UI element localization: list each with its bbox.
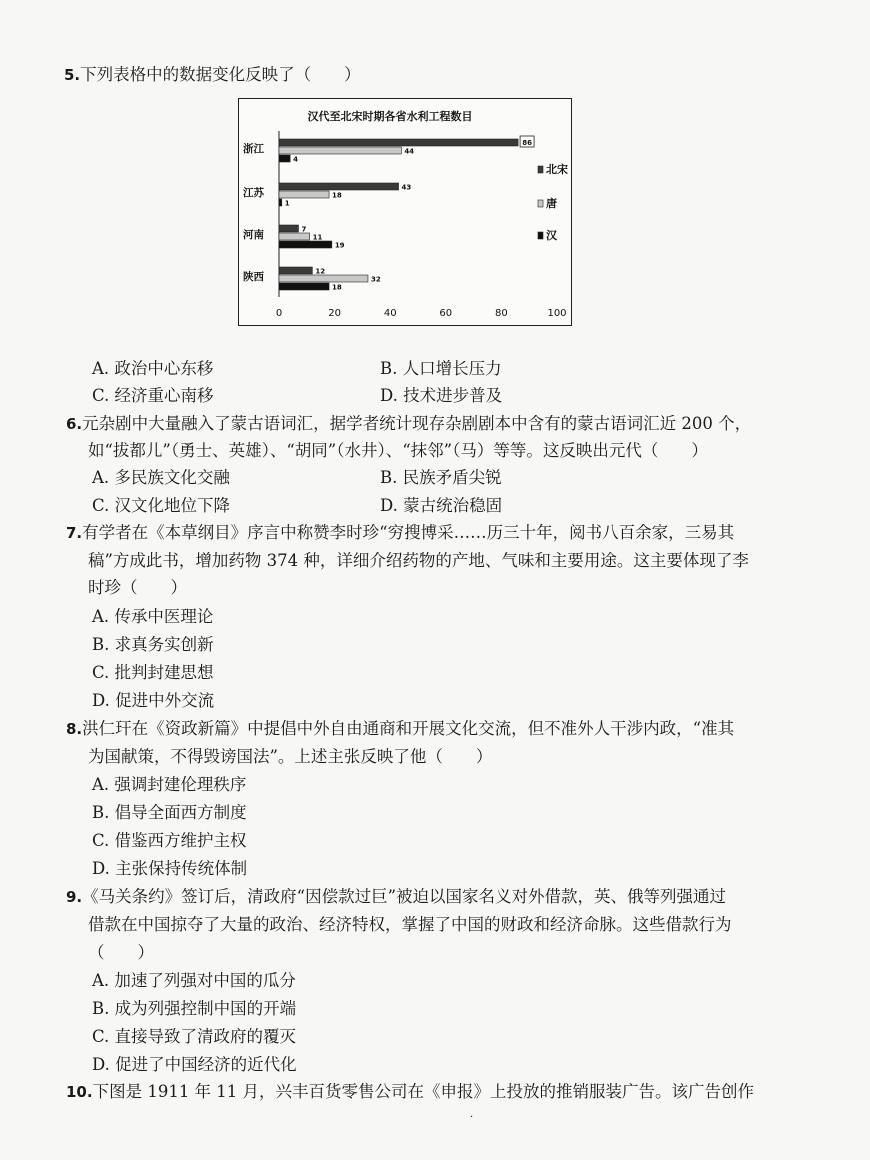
- option-b[interactable]: B. 民族矛盾尖锐: [380, 468, 502, 487]
- question-5-stem: [64, 64, 361, 86]
- question-9-stem: [66, 886, 726, 908]
- legend-swatch-北宋: [538, 166, 543, 173]
- option-c[interactable]: C. 批判封建思想: [92, 663, 214, 682]
- question-number: 7.: [66, 524, 83, 542]
- bar-唐: [279, 147, 401, 154]
- data-label: 11: [312, 233, 323, 242]
- x-tick-label: 40: [383, 308, 397, 319]
- option-a[interactable]: A. 政治中心东移: [92, 359, 214, 378]
- option-d[interactable]: D. 促进了中国经济的近代化: [92, 1055, 297, 1074]
- stem-text: 洪仁玕在《资政新篇》中提倡中外自由通商和开展文化交流，但不准外人干涉内政，“准其: [82, 719, 735, 738]
- data-label: 7: [301, 225, 307, 234]
- x-tick-label: 60: [439, 308, 453, 319]
- question-6-stem: [66, 413, 751, 435]
- option-d[interactable]: D. 促进中外交流: [92, 691, 215, 710]
- stem-text: 元杂剧中大量融入了蒙古语词汇，据学者统计现存杂剧剧本中含有的蒙古语词汇近 200 个，: [82, 414, 752, 433]
- data-label: 44: [404, 147, 415, 156]
- question-number: 8.: [66, 720, 83, 738]
- x-tick-label: 100: [547, 308, 567, 319]
- option-c[interactable]: C. 直接导致了清政府的覆灭: [92, 1027, 297, 1046]
- option-d[interactable]: D. 蒙古统治稳固: [380, 496, 503, 515]
- option-d[interactable]: D. 技术进步普及: [380, 386, 503, 405]
- bar-北宋: [279, 139, 518, 146]
- data-label: 19: [334, 241, 345, 250]
- bar-北宋: [279, 267, 312, 274]
- data-label: 4: [293, 155, 298, 164]
- data-label: 18: [332, 283, 342, 292]
- bar-汉: [279, 241, 332, 248]
- bar-汉: [279, 199, 282, 206]
- data-label: 43: [401, 183, 412, 192]
- category-label: 河南: [243, 229, 264, 241]
- x-tick-label: 20: [328, 308, 341, 319]
- bar-chart-svg: [239, 99, 570, 324]
- x-tick-label: 0: [275, 308, 283, 319]
- bar-北宋: [279, 225, 298, 232]
- legend-swatch-汉: [538, 232, 543, 239]
- data-label: 18: [332, 191, 342, 200]
- option-c[interactable]: C. 借鉴西方维护主权: [92, 831, 247, 850]
- legend-swatch-唐: [538, 200, 543, 207]
- stem-text: 下列表格中的数据变化反映了（ ）: [80, 65, 361, 84]
- chart-title: 汉代至北宋时期各省水利工程数目: [307, 110, 473, 123]
- water-projects-chart: [238, 98, 572, 326]
- question-9-stem-line-3: （ ）: [88, 943, 154, 962]
- stem-text: 有学者在《本草纲目》序言中称赞李时珍“穷搜博采……历三十年，阅书八百余家，三易其: [82, 523, 735, 542]
- option-a[interactable]: A. 传承中医理论: [92, 607, 214, 626]
- legend-label-北宋: 北宋: [546, 163, 568, 176]
- legend-label-汉: 汉: [546, 229, 557, 242]
- question-9-stem-line-2: 借款在中国掠夺了大量的政治、经济特权，掌握了中国的财政和经济命脉。这些借款行为: [88, 915, 732, 934]
- question-7-stem-line-2: 稿”方成此书，增加药物 374 种，详细介绍药物的产地、气味和主要用途。这主要体现了李: [88, 551, 749, 570]
- option-a[interactable]: A. 强调封建伦理秩序: [92, 775, 247, 794]
- data-label: 86: [522, 139, 532, 147]
- option-b[interactable]: B. 求真务实创新: [92, 635, 214, 654]
- stem-text: 下图是 1911 年 11 月，兴丰百货零售公司在《申报》上投放的推销服装广告。该广告创作: [92, 1082, 755, 1101]
- option-a[interactable]: A. 多民族文化交融: [92, 468, 230, 487]
- option-b[interactable]: B. 人口增长压力: [380, 359, 502, 378]
- option-d[interactable]: D. 主张保持传统体制: [92, 859, 248, 878]
- bar-汉: [279, 283, 329, 290]
- bar-唐: [279, 275, 368, 282]
- bar-唐: [279, 191, 329, 198]
- question-7-stem-line-3: 时珍（ ）: [88, 578, 187, 597]
- x-tick-label: 80: [495, 308, 508, 319]
- data-label: 32: [370, 275, 381, 284]
- stem-text: 《马关条约》签订后，清政府“因偿款过巨”被迫以国家名义对外借款，英、俄等列强通过: [82, 887, 727, 906]
- option-c[interactable]: C. 汉文化地位下降: [92, 496, 231, 515]
- question-8-stem: [66, 718, 734, 740]
- question-number: 9.: [66, 888, 83, 906]
- question-8-stem-line-2: 为国献策，不得毁谤国法”。上述主张反映了他（ ）: [88, 747, 493, 766]
- data-label: 12: [315, 267, 326, 276]
- option-b[interactable]: B. 倡导全面西方制度: [92, 803, 247, 822]
- question-10-stem: [66, 1081, 754, 1103]
- question-6-stem-line-2: 如“拔都儿”（勇士、英雄）、“胡同”（水井）、“抹邻”（马）等等。这反映出元代（ ）: [88, 441, 708, 460]
- data-label: 1: [284, 199, 290, 208]
- option-b[interactable]: B. 成为列强控制中国的开端: [92, 999, 297, 1018]
- option-c[interactable]: C. 经济重心南移: [92, 386, 214, 405]
- category-label: 江苏: [243, 187, 264, 199]
- question-number: 6.: [66, 415, 83, 433]
- bar-汉: [279, 155, 290, 162]
- scan-speck: ·: [470, 1112, 474, 1123]
- question-number: 10.: [66, 1083, 93, 1101]
- category-label: 浙江: [243, 143, 264, 155]
- option-a[interactable]: A. 加速了列强对中国的瓜分: [92, 971, 296, 990]
- question-7-stem: [66, 522, 734, 544]
- category-label: 陕西: [243, 271, 264, 283]
- bar-北宋: [279, 183, 399, 190]
- bar-唐: [279, 233, 310, 240]
- question-number: 5.: [64, 66, 81, 84]
- legend-label-唐: 唐: [546, 197, 557, 210]
